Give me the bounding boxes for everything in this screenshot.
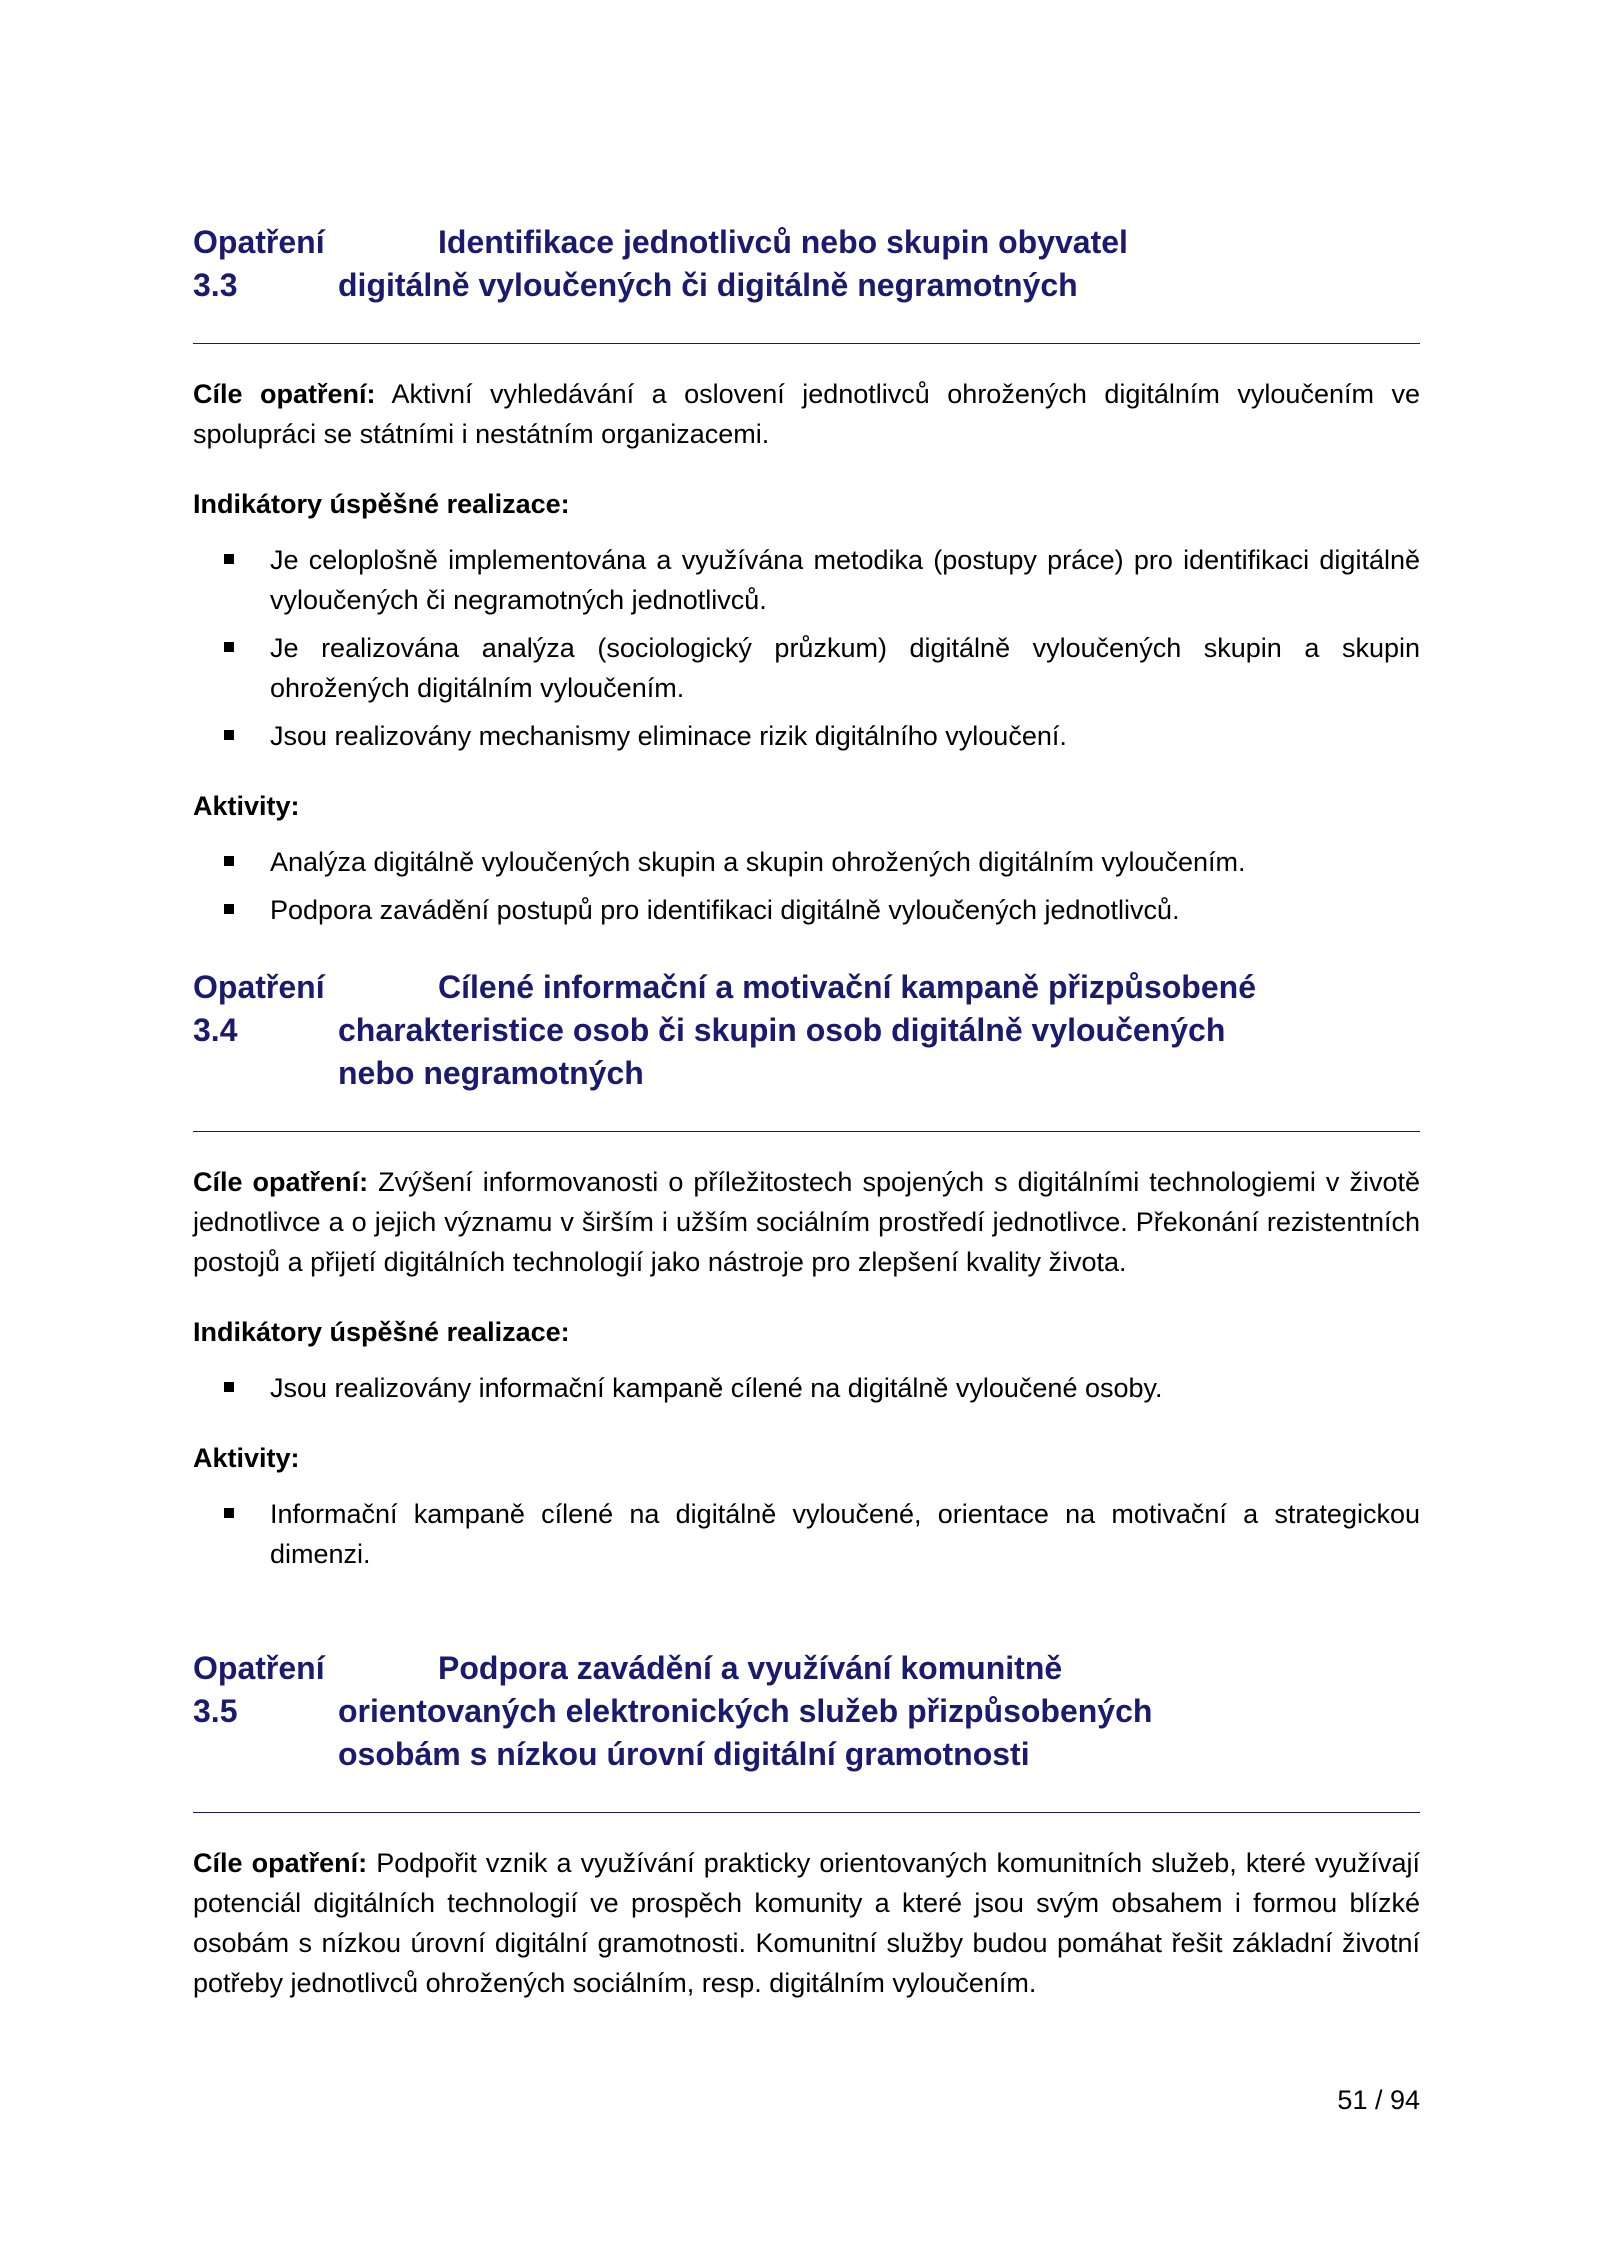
bullet-icon — [224, 904, 234, 914]
section-3-4 — [193, 966, 1420, 1574]
list-item-text: Jsou realizovány mechanismy eliminace rizik digitálního vyloučení. — [270, 721, 1067, 751]
goal-paragraph — [193, 1843, 1420, 2003]
activities-label: Aktivity: — [193, 1443, 300, 1473]
section-heading — [193, 966, 1420, 1095]
bullet-icon — [224, 856, 234, 866]
list-item — [193, 842, 1420, 882]
goal-text: Aktivní vyhledávání a oslovení jednotlivců ohrožených digitálním vyloučením ve spolupráci se státními i nestátním organizacemi. — [193, 379, 1420, 449]
activities-list — [193, 842, 1420, 930]
heading-divider — [193, 1131, 1420, 1132]
list-item — [193, 890, 1420, 930]
goal-text: Zvýšení informovanosti o příležitostech spojených s digitálními technologiemi v životě jednotlivce a o jejich významu v širším i užším sociálním prostředí jednotlivce. Překonání rezistentních postojů a přijetí digitálních technologií jako nástroje pro zlepšení kvality života. — [193, 1167, 1420, 1277]
list-item — [193, 540, 1420, 620]
list-item — [193, 1494, 1420, 1574]
list-item-text: Jsou realizovány informační kampaně cílené na digitálně vyloučené osoby. — [270, 1373, 1163, 1403]
section-number: Opatření 3.4 — [193, 969, 325, 1048]
activities-list — [193, 1494, 1420, 1574]
indicators-list — [193, 540, 1420, 756]
indicators-label: Indikátory úspěšné realizace: — [193, 489, 570, 519]
goal-label: Cíle opatření: — [193, 379, 376, 409]
section-number: Opatření 3.5 — [193, 1650, 325, 1729]
bullet-icon — [224, 1508, 234, 1518]
goal-paragraph — [193, 1162, 1420, 1282]
list-item — [193, 1368, 1420, 1408]
bullet-icon — [224, 554, 234, 564]
goal-label: Cíle opatření: — [193, 1848, 368, 1878]
activities-label: Aktivity: — [193, 791, 300, 821]
list-item-text: Informační kampaně cílené na digitálně vyloučené, orientace na motivační a strategickou dimenzi. — [270, 1499, 1420, 1569]
bullet-icon — [224, 730, 234, 740]
section-3-5 — [193, 1647, 1420, 2003]
section-heading — [193, 1647, 1420, 1776]
section-title: Cílené informační a motivační kampaně přizpůsobené charakteristice osob či skupin osob digitálně vyloučených nebo negramotných — [338, 969, 1256, 1091]
bullet-icon — [224, 1382, 234, 1392]
list-item-text: Podpora zavádění postupů pro identifikaci digitálně vyloučených jednotlivců. — [270, 895, 1180, 925]
section-number: Opatření 3.3 — [193, 224, 325, 303]
list-item-text: Je celoplošně implementována a využívána metodika (postupy práce) pro identifikaci digitálně vyloučených či negramotných jednotlivců. — [270, 545, 1420, 615]
goal-paragraph — [193, 374, 1420, 454]
indicators-list — [193, 1368, 1420, 1408]
list-item-text: Je realizována analýza (sociologický průzkum) digitálně vyloučených skupin a skupin ohrožených digitálním vyloučením. — [270, 633, 1420, 703]
heading-divider — [193, 343, 1420, 344]
bullet-icon — [224, 642, 234, 652]
section-title: Identifikace jednotlivců nebo skupin obyvatel digitálně vyloučených či digitálně negramotných — [338, 224, 1128, 303]
list-item-text: Analýza digitálně vyloučených skupin a skupin ohrožených digitálním vyloučením. — [270, 847, 1246, 877]
document-page — [193, 0, 1420, 2262]
section-heading — [193, 221, 1420, 307]
page-number: 51 / 94 — [1337, 2085, 1420, 2115]
goal-label: Cíle opatření: — [193, 1167, 369, 1197]
section-3-3 — [193, 221, 1420, 930]
indicators-label: Indikátory úspěšné realizace: — [193, 1317, 570, 1347]
section-title: Podpora zavádění a využívání komunitně orientovaných elektronických služeb přizpůsobených osobám s nízkou úrovní digitální gramotnosti — [338, 1650, 1153, 1772]
list-item — [193, 628, 1420, 708]
heading-divider — [193, 1812, 1420, 1813]
list-item — [193, 716, 1420, 756]
goal-text: Podpořit vznik a využívání prakticky orientovaných komunitních služeb, které využívají potenciál digitálních technologií ve prospěch komunity a které jsou svým obsahem i formou blízké osobám s nízkou úrovní digitální gramotnosti. Komunitní služby budou pomáhat řešit základní životní potřeby jednotlivců ohrožených sociálním, resp. digitálním vyloučením. — [193, 1848, 1420, 1998]
